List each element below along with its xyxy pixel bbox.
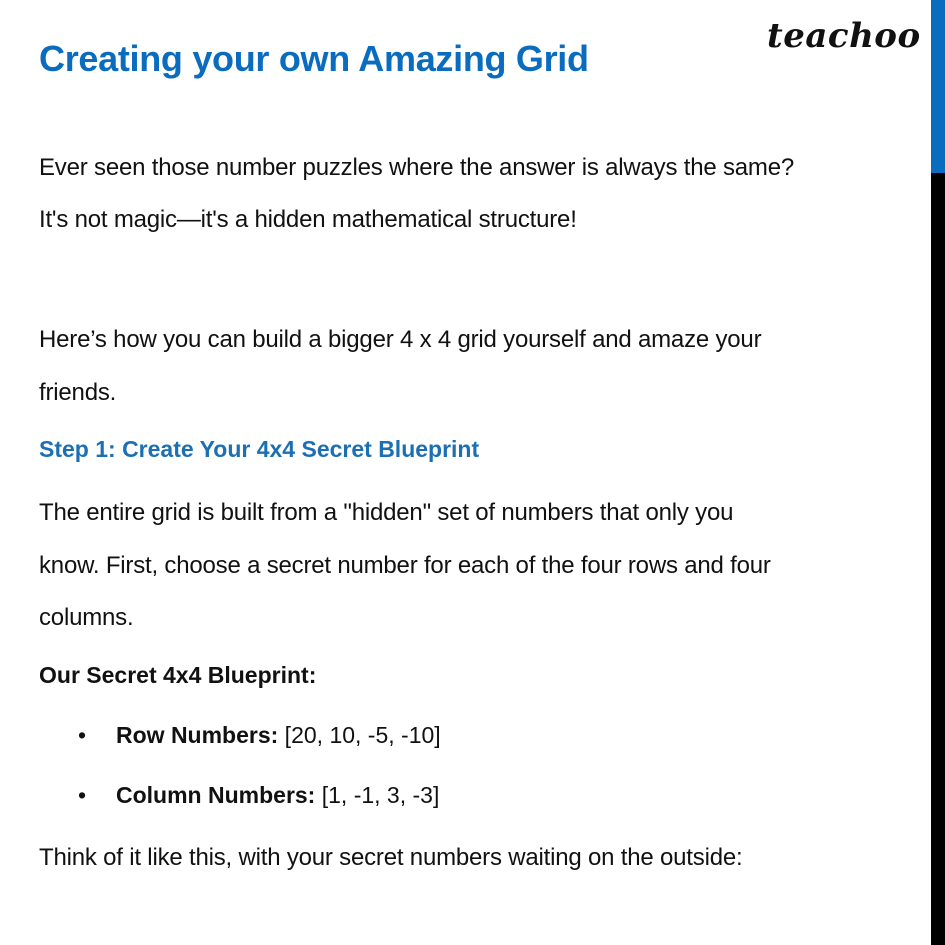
item-value: [1, -1, 3, -3] xyxy=(315,782,440,808)
intro-line-2: It's not magic—it's a hidden mathematical structure! xyxy=(39,206,577,233)
scroll-indicator-track xyxy=(931,173,945,945)
intro-line-1: Ever seen those number puzzles where the answer is always the same? xyxy=(39,154,794,181)
closing-line: Think of it like this, with your secret numbers waiting on the outside: xyxy=(39,844,743,871)
page-title: Creating your own Amazing Grid xyxy=(39,38,589,79)
step1-heading: Step 1: Create Your 4x4 Secret Blueprint xyxy=(39,436,480,462)
item-label: Row Numbers: xyxy=(116,722,279,748)
list-item-row-numbers xyxy=(78,722,441,749)
bullet-icon: • xyxy=(78,722,87,748)
step1-line-2: know. First, choose a secret number for each of the four rows and four xyxy=(39,552,771,579)
para2-line-2: friends. xyxy=(39,379,117,406)
teachoo-logo: teachoo xyxy=(767,16,921,56)
step1-line-1: The entire grid is built from a "hidden" set of numbers that only you xyxy=(39,499,734,526)
item-value: [20, 10, -5, -10] xyxy=(278,722,441,748)
blueprint-heading: Our Secret 4x4 Blueprint: xyxy=(39,662,317,688)
item-label: Column Numbers: xyxy=(116,782,316,808)
para2-line-1: Here’s how you can build a bigger 4 x 4 grid yourself and amaze your xyxy=(39,326,762,353)
bullet-icon: • xyxy=(78,782,87,808)
step1-line-3: columns. xyxy=(39,604,134,631)
scroll-indicator-accent xyxy=(931,0,945,173)
list-item-column-numbers xyxy=(78,782,439,809)
